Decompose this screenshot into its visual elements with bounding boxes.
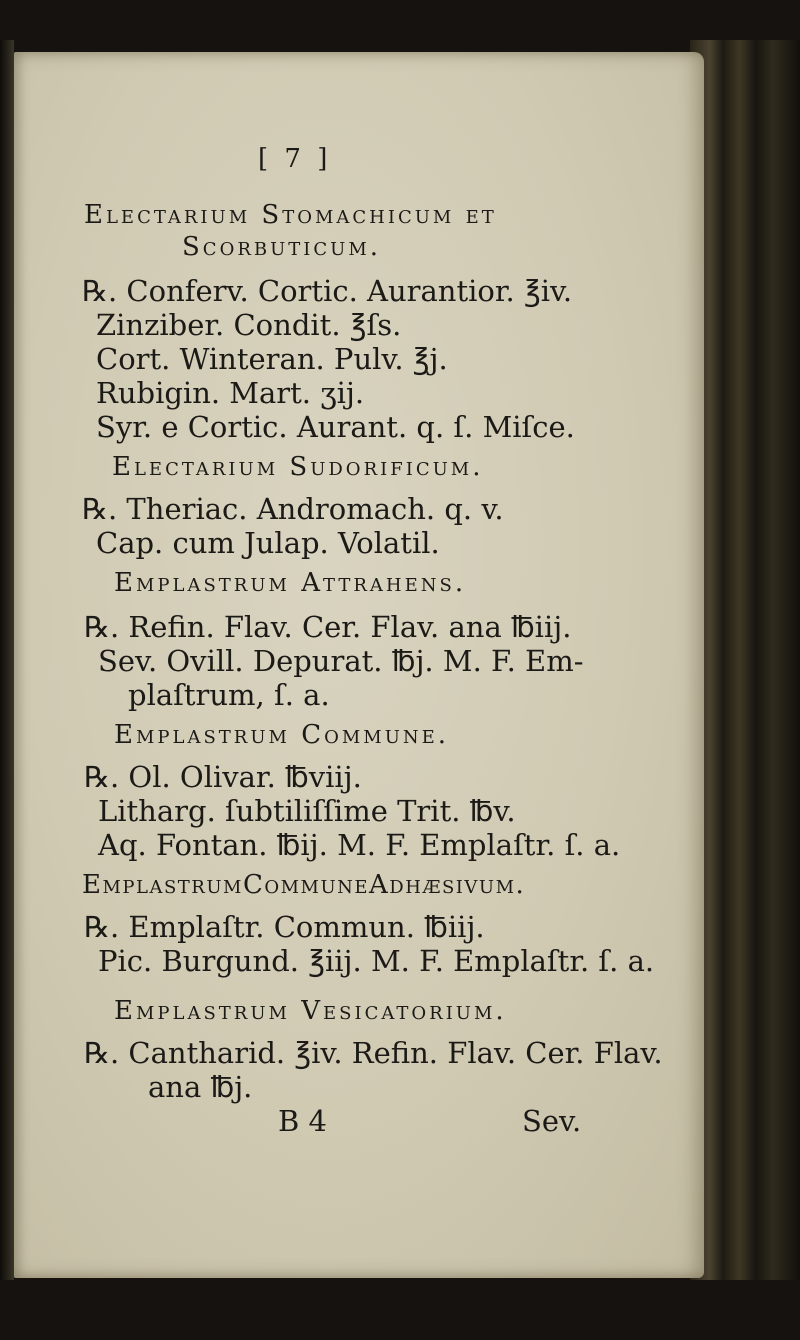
recipe-line: Syr. e Cortic. Aurant. q. ſ. Miſce. [96,410,575,444]
recipe-line: Zinziber. Condit. ℥ſs. [96,308,402,342]
section-title: Emplastrum Commune. [114,720,450,750]
section-title-cont: Scorbuticum. [182,232,382,262]
recipe-line: Cap. cum Julap. Volatil. [96,526,440,560]
recipe-line: ℞. Theriac. Andromach. q. v. [82,492,504,526]
recipe-line: Pic. Burgund. ℥iij. M. F. Emplaſtr. ſ. a. [98,944,655,978]
recipe-line: Aq. Fontan. ℔ij. M. F. Emplaſtr. ſ. a. [98,828,621,862]
recipe-line: ℞. Ol. Olivar. ℔viij. [84,760,362,794]
recipe-line: Rubigin. Mart. ʒij. [96,376,365,410]
section-title: Emplastrum Attrahens. [114,568,467,598]
catchword: Sev. [522,1104,582,1138]
left-page-edge [0,40,14,1280]
recipe-line: Cort. Winteran. Pulv. ℥j. [96,342,448,376]
recipe-line: ℞. Conferv. Cortic. Aurantior. ℥iv. [82,274,573,308]
recipe-line: ℞. Emplaſtr. Commun. ℔iij. [84,910,485,944]
recipe-line: Litharg. ſubtiliſſime Trit. ℔v. [98,794,516,828]
book-page [14,52,704,1278]
section-title: EmplastrumCommuneAdhæsivum. [82,870,526,900]
page-text [14,52,704,1278]
page-number: [ 7 ] [258,144,332,174]
recipe-line: ℞. Refin. Flav. Cer. Flav. ana ℔iij. [84,610,572,644]
book-fore-edge [690,40,800,1280]
section-title: Electarium Stomachicum et [84,200,497,230]
recipe-line: Sev. Ovill. Depurat. ℔j. M. F. Em- [98,644,584,678]
recipe-line: ℞. Cantharid. ℥iv. Refin. Flav. Cer. Flav. [84,1036,663,1070]
recipe-line: ana ℔j. [148,1070,253,1104]
signature-mark: B 4 [278,1104,327,1138]
section-title: Electarium Sudorificum. [112,452,484,482]
section-title: Emplastrum Vesicatorium. [114,996,507,1026]
recipe-line: plaſtrum, ſ. a. [128,678,330,712]
